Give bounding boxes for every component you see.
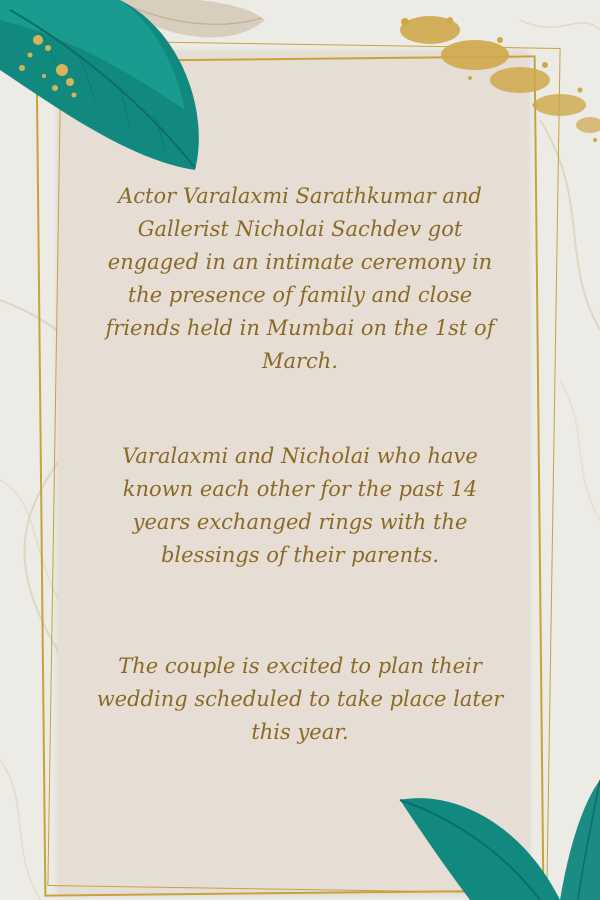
announcement-paragraph-1: Actor Varalaxmi Sarathkumar and Gallerist Nicholai Sachdev got engaged in an intimate ceremony in the presence of family and close friends held in Mumbai on the 1st of March. [105,184,495,373]
announcement-paragraph-3: The couple is excited to plan their wedding scheduled to take place later this year. [96,654,504,744]
announcement-paragraph-2: Varalaxmi and Nicholai who have known each other for the past 14 years exchanged rings with the blessings of their parents. [122,444,478,567]
